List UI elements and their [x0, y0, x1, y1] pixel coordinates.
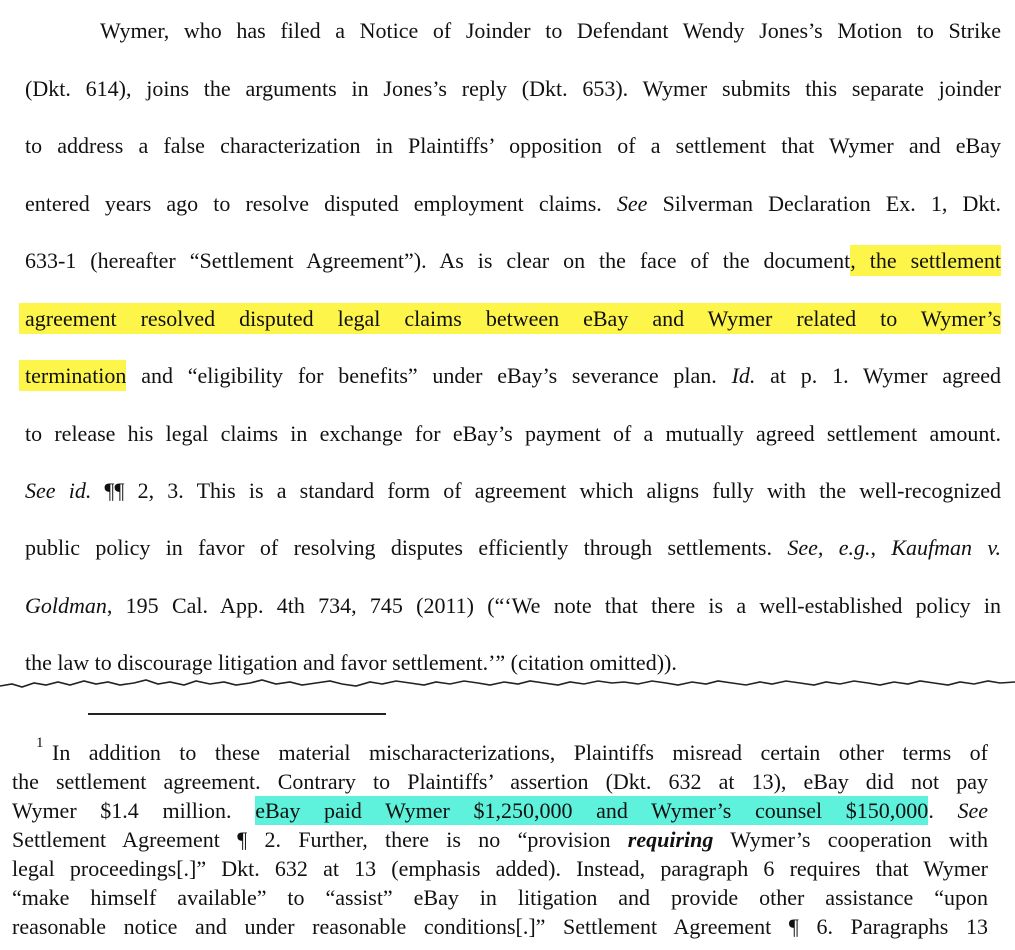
body-line-9 — [25, 476, 1001, 506]
highlight-yellow-3: termination — [19, 360, 126, 391]
text-run: Silverman Declaration Ex. 1, Dkt. — [647, 191, 1001, 216]
body-line-3 — [25, 131, 1001, 161]
text-run: In addition to these material mischaracterizations, Plaintiffs misread certain other terms of — [52, 740, 988, 765]
text-run: legal proceedings[.]” Dkt. 632 at 13 (emphasis added). Instead, paragraph 6 requires that Wymer — [12, 856, 988, 881]
text-run: to release his legal claims in exchange for eBay’s payment of a mutually agreed settlement amount. — [25, 421, 1001, 446]
footnote-line-6 — [12, 884, 988, 912]
highlight-teal: eBay paid Wymer $1,250,000 and Wymer’s counsel $150,000 — [255, 798, 929, 823]
text-run: Wymer’s cooperation with — [713, 827, 989, 852]
text-run: ¶¶ 2, 3. This is a standard form of agreement which aligns fully with the well-recognized — [91, 478, 1001, 503]
body-line-7 — [25, 361, 1001, 391]
text-run: “make himself available” to “assist” eBay in litigation and provide other assistance “upon — [12, 885, 988, 910]
footnote-separator — [88, 713, 386, 715]
text-run: (Dkt. 614), joins the arguments in Jones’s reply (Dkt. 653). Wymer submits this separate joinder — [25, 76, 1001, 101]
body-line-6 — [25, 304, 1001, 334]
highlight-yellow-2: agreement resolved disputed legal claims between eBay and Wymer related to Wymer’s — [19, 303, 1001, 334]
text-run: the law to discourage litigation and favor settlement.’” (citation omitted)). — [25, 650, 677, 675]
signal-see-id: See id. — [25, 478, 92, 503]
body-line-11 — [25, 591, 1001, 621]
text-run: , — [870, 535, 892, 560]
text-run: entered years ago to resolve disputed employment claims. — [25, 191, 617, 216]
body-line-2 — [25, 74, 1001, 104]
text-run: 633-1 (hereafter “Settlement Agreement”). As is clear on the face of the document — [25, 248, 851, 273]
footnote-line-1 — [52, 739, 988, 767]
case-name: Kaufman v. — [891, 535, 1001, 560]
torn-edge-divider — [0, 672, 1015, 698]
footnote-line-5 — [12, 855, 988, 883]
footnote-line-3 — [12, 797, 988, 825]
highlight-yellow-1: , the settlement — [850, 245, 1001, 276]
footnote-line-7 — [12, 913, 988, 941]
text-run: public policy in favor of resolving disputes efficiently through settlements. — [25, 535, 788, 560]
body-line-8 — [25, 419, 1001, 449]
footnote-number: 1 — [36, 735, 44, 751]
signal-id: Id. — [731, 363, 756, 388]
emphasis-requiring: requiring — [627, 827, 714, 852]
signal-see: See — [957, 798, 988, 823]
body-line-1 — [100, 16, 1001, 46]
text-run: Wymer, who has filed a Notice of Joinder to Defendant Wendy Jones’s Motion to Strike — [100, 18, 1001, 43]
body-line-10 — [25, 533, 1001, 563]
signal-see-eg: See, e.g. — [787, 535, 871, 560]
text-run: . — [928, 798, 958, 823]
case-name: Goldman — [25, 593, 107, 618]
text-run: at p. 1. Wymer agreed — [755, 363, 1001, 388]
text-run: reasonable notice and under reasonable conditions[.]” Settlement Agreement ¶ 6. Paragraphs 13 — [12, 914, 988, 939]
text-run: to address a false characterization in Plaintiffs’ opposition of a settlement that Wymer and eBay — [25, 133, 1001, 158]
signal-see: See — [616, 191, 648, 216]
text-run: the settlement agreement. Contrary to Plaintiffs’ assertion (Dkt. 632 at 13), eBay did not pay — [12, 769, 988, 794]
text-run: , 195 Cal. App. 4th 734, 745 (2011) (“‘We note that there is a well-established policy in — [106, 593, 1001, 618]
footnote-line-2 — [12, 768, 988, 796]
text-run: Settlement Agreement ¶ 2. Further, there is no “provision — [12, 827, 628, 852]
text-run: and “eligibility for benefits” under eBay’s severance plan. — [126, 363, 732, 388]
footnote-line-4 — [12, 826, 988, 854]
body-line-5 — [25, 246, 1001, 276]
text-run: Wymer $1.4 million. — [12, 798, 256, 823]
body-line-4 — [25, 189, 1001, 219]
